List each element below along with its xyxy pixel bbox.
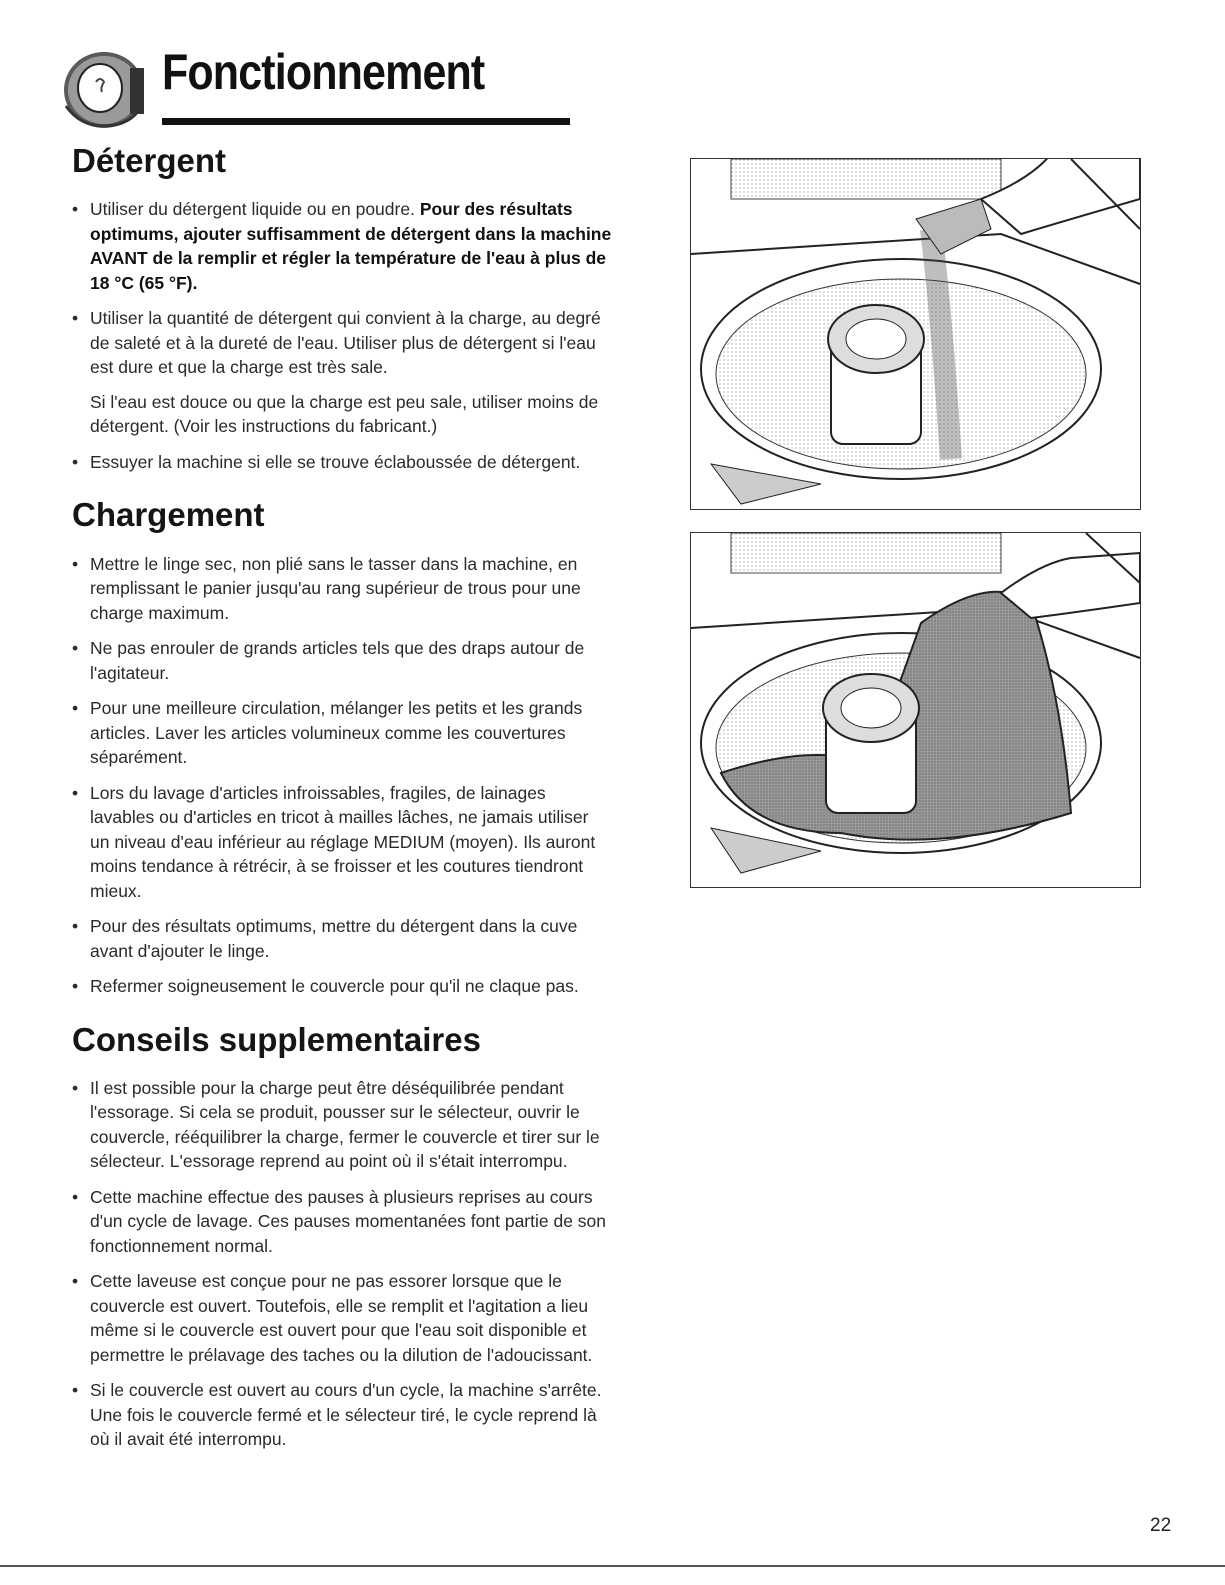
item-extra-text: Si l'eau est douce ou que la charge est peu sale, utiliser moins de détergent. (Voir les instructions du fabricant.)	[90, 391, 599, 437]
bullet-mark: •	[72, 698, 79, 718]
list-item	[72, 306, 612, 439]
bottom-rule	[0, 1565, 1225, 1567]
item-text: Cette laveuse est conçue pour ne pas essorer lorsque que le couvercle est ouvert. Toutefois, elle se remplit et l'agitation a lieu même si le couvercle est ouvert pour que l'eau soit disponible et permettre le prélavage des taches ou la dilution de l'adoucissant.	[90, 1271, 593, 1365]
item-text: Pour une meilleure circulation, mélanger les petits et les grands articles. Laver les articles volumineux comme les couvertures séparément.	[90, 698, 583, 767]
list-item	[72, 1269, 612, 1367]
list-item	[72, 1185, 612, 1259]
list-item	[72, 781, 612, 904]
section-conseils	[72, 1019, 612, 1452]
list-item	[72, 696, 612, 770]
item-text: Cette machine effectue des pauses à plusieurs reprises au cours d'un cycle de lavage. Ces pauses momentanées font partie de son fonctionnement normal.	[90, 1186, 607, 1256]
section-heading: Chargement	[72, 496, 265, 534]
item-text: Mettre le linge sec, non plié sans le tasser dans la machine, en remplissant le panier jusqu'au rang supérieur de trous pour une charge maximum.	[90, 553, 581, 623]
item-text: Pour des résultats optimums, mettre du détergent dans la cuve avant d'ajouter le linge.	[90, 916, 578, 961]
bullet-mark: •	[72, 916, 79, 936]
section-detergent	[72, 140, 612, 474]
section-heading: Détergent	[72, 142, 227, 179]
section-chargement	[72, 494, 612, 998]
washer-detergent-drawing	[691, 159, 1140, 509]
item-text: Il est possible pour la charge peut être déséquilibrée pendant l'essorage. Si cela se produit, pousser sur le sélecteur, ouvrir le couvercle, rééquilibrer la charge, fermer le couvercle et tirer sur le sélecteur. L'essorage reprend au point où il s'était interrompu.	[90, 1077, 600, 1172]
bullet-mark: •	[72, 308, 79, 329]
item-text: Si le couvercle est ouvert au cours d'un cycle, la machine s'arrête. Une fois le couvercle fermé et le sélecteur tiré, le cycle reprend là où il avait été interrompu.	[90, 1380, 602, 1450]
bullet-mark: •	[72, 199, 79, 220]
list-item	[72, 974, 612, 999]
bullet-mark: •	[72, 1271, 79, 1292]
washer-adding-detergent-illustration	[690, 158, 1141, 510]
item-text: Utiliser la quantité de détergent qui convient à la charge, au degré de saleté et à la dureté de l'eau. Utiliser plus de détergent si l'eau est dure et que la charge est très sale.	[90, 308, 601, 378]
page-header	[60, 38, 520, 130]
bullet-list	[72, 552, 612, 999]
item-text: Essuyer la machine si elle se trouve éclaboussée de détergent.	[90, 451, 581, 472]
item-text: Refermer soigneusement le couvercle pour qu'il ne claque pas.	[90, 976, 579, 996]
bullet-mark: •	[72, 638, 79, 658]
bullet-mark: •	[72, 451, 79, 472]
bullet-mark: •	[72, 553, 79, 574]
bullet-mark: •	[72, 976, 79, 996]
bullet-mark: •	[72, 782, 79, 803]
bullet-mark: •	[72, 1077, 79, 1098]
page-title: Fonctionnement	[162, 44, 485, 100]
bullet-list	[72, 197, 612, 474]
list-item	[72, 450, 612, 475]
list-item	[72, 1076, 612, 1174]
item-bold-text: Pour des résultats optimums, ajouter suffisamment de détergent dans la machine AVANT de la remplir et régler la température de l'eau à plus de 18 °C (65 °F).	[90, 199, 612, 293]
section-heading: Conseils supplementaires	[72, 1020, 481, 1058]
title-underline	[162, 118, 570, 125]
item-text: Lors du lavage d'articles infroissables, fragiles, de lainages lavables ou d'articles en tricot à mailles lâches, ne jamais utiliser un niveau d'eau inférieur au réglage MEDIUM (moyen). Ils auront moins tendance à rétrécir, à se froisser et les coutures tiendront mieux.	[90, 782, 596, 901]
bullet-mark: •	[72, 1186, 79, 1207]
item-text: Utiliser du détergent liquide ou en poudre.	[90, 199, 420, 220]
washer-loading-drawing	[691, 533, 1140, 887]
page-number: 22	[1150, 1515, 1172, 1536]
list-item	[72, 914, 612, 963]
washer-dial-icon	[60, 46, 148, 130]
bullet-list	[72, 1076, 612, 1452]
list-item	[72, 552, 612, 626]
item-text: Ne pas enrouler de grands articles tels que des draps autour de l'agitateur.	[90, 638, 585, 683]
list-item	[72, 636, 612, 685]
list-item	[72, 197, 612, 295]
main-content	[72, 140, 612, 1472]
washer-loading-clothes-illustration	[690, 532, 1141, 888]
bullet-mark: •	[72, 1380, 79, 1401]
list-item	[72, 1378, 612, 1452]
